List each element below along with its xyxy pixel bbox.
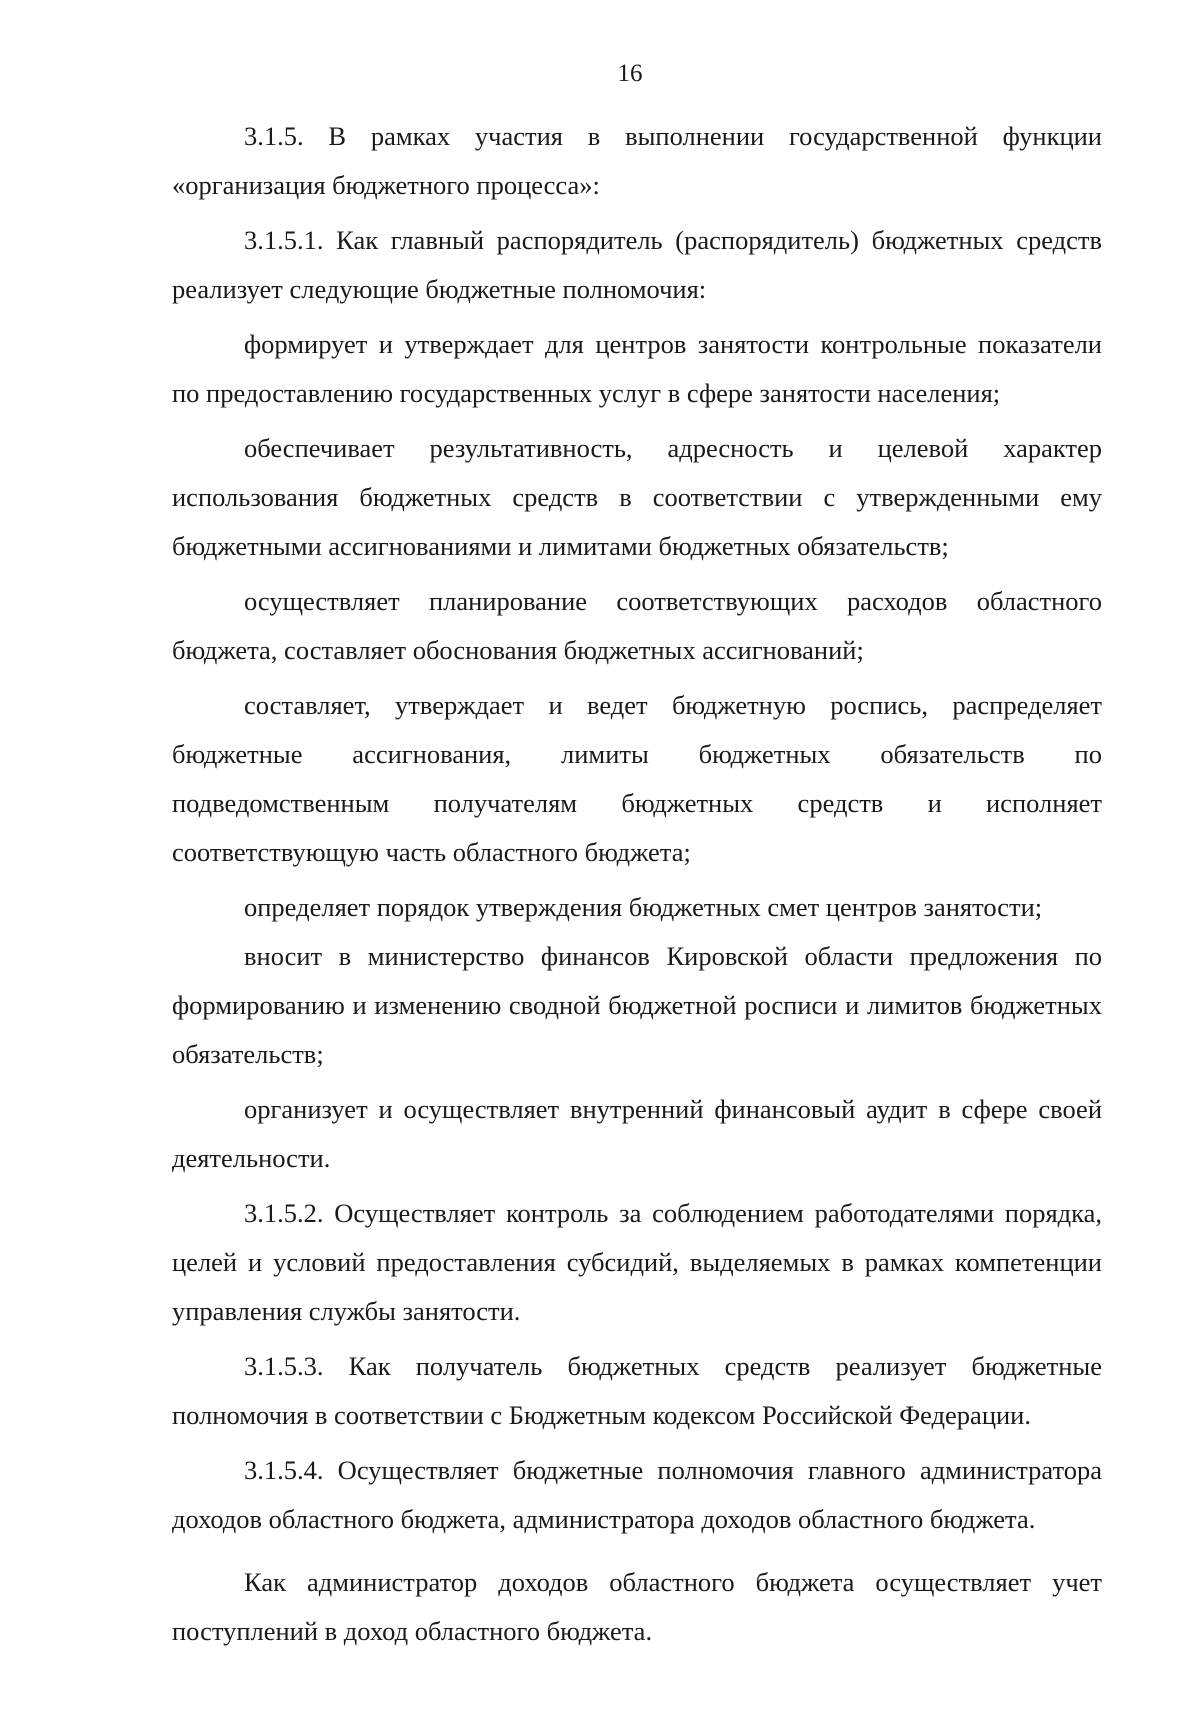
paragraph-3-1-5-4: 3.1.5.4. Осуществляет бюджетные полномочия главного администратора доходов областного бюджета, администратора доходов областного бюджета. <box>172 1455 1102 1534</box>
page-number: 16 <box>617 60 643 87</box>
paragraph-ministry-proposals: вносит в министерство финансов Кировской области предложения по формированию и изменению сводной бюджетной росписи и лимитов бюджетных обязательств; <box>172 941 1102 1069</box>
paragraph-3-1-5-1: 3.1.5.1. Как главный распорядитель (распорядитель) бюджетных средств реализует следующие бюджетные полномочия: <box>172 225 1102 304</box>
paragraph-estimates: определяет порядок утверждения бюджетных смет центров занятости; <box>244 892 1043 922</box>
paragraph-budget-schedule: составляет, утверждает и ведет бюджетную роспись, распределяет бюджетные ассигнования, лимиты бюджетных обязательств по подведомственным получателям бюджетных средств и исполняет соответствующую часть областного бюджета; <box>172 690 1102 867</box>
paragraph-targets: формирует и утверждает для центров занятости контрольные показатели по предоставлению государственных услуг в сфере занятости населения; <box>172 329 1102 408</box>
paragraph-internal-audit: организует и осуществляет внутренний финансовый аудит в сфере своей деятельности. <box>172 1094 1102 1173</box>
paragraph-effectiveness: обеспечивает результативность, адресность и целевой характер использования бюджетных средств в соответствии с утвержденными ему бюджетными ассигнованиями и лимитами бюджетных обязательств; <box>172 433 1102 561</box>
paragraph-3-1-5-3: 3.1.5.3. Как получатель бюджетных средств реализует бюджетные полномочия в соответствии с Бюджетным кодексом Российской Федерации. <box>172 1351 1102 1430</box>
paragraph-3-1-5-2: 3.1.5.2. Осуществляет контроль за соблюдением работодателями порядка, целей и условий предоставления субсидий, выделяемых в рамках компетенции управления службы занятости. <box>172 1198 1102 1326</box>
paragraph-revenue-administrator: Как администратор доходов областного бюджета осуществляет учет поступлений в доход областного бюджета. <box>172 1567 1102 1646</box>
document-body <box>172 112 1102 1656</box>
paragraph-planning: осуществляет планирование соответствующих расходов областного бюджета, составляет обоснования бюджетных ассигнований; <box>172 586 1102 665</box>
paragraph-3-1-5: 3.1.5. В рамках участия в выполнении государственной функции «организация бюджетного процесса»: <box>172 121 1102 200</box>
